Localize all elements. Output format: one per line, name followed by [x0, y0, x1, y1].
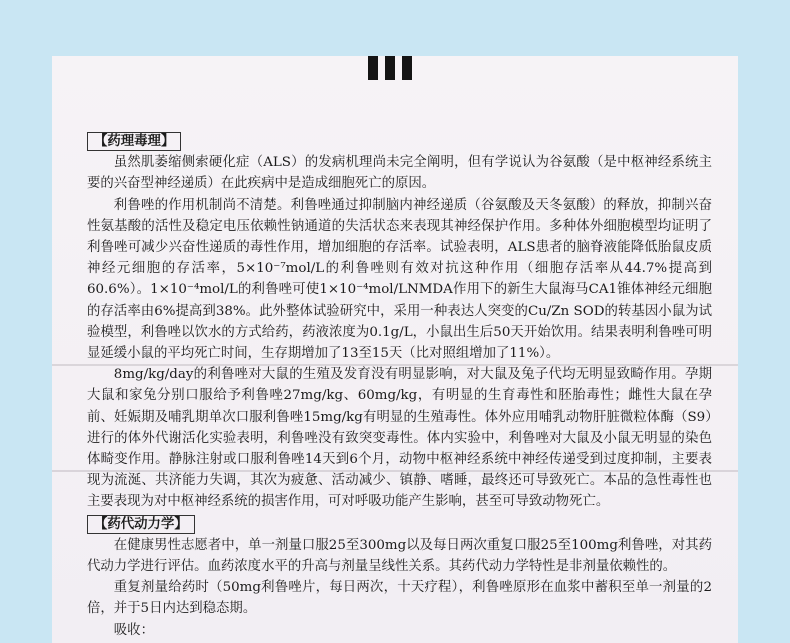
paragraph: 虽然肌萎缩侧索硬化症（ALS）的发病机理尚未完全阐明，但有学说认为谷氨酸（是中枢神经系统主要的兴奋型神经递质）在此疾病中是造成细胞死亡的原因。	[87, 155, 712, 192]
paragraph: 吸收：	[113, 622, 154, 638]
black-bar	[385, 56, 395, 80]
paragraph: 利鲁唑的作用机制尚不清楚。利鲁唑通过抑制脑内神经递质（谷氨酸及天冬氨酸）的释放，抑制兴奋性氨基酸的活性及稳定电压依赖性钠通道的失活状态来表现其神经保护作用。多种体外细胞模型均证明了利鲁唑可减少兴奋性递质的毒性作用，增加细胞的存活率。试验表明，ALS患者的脑脊液能降低胎鼠皮质神经元细胞的存活率，5×10⁻⁷mol/L的利鲁唑则有效对抗这种作用（细胞存活率从44.7%提高到60.6%）。1×10⁻⁴mol/L的利鲁唑可使1×10⁻⁴mol/LNMDA作用下的新生大鼠海马CA1锥体神经元细胞的存活率由6%提高到38%。此外整体试验研究中，采用一种表达人突变的Cu/Zn SOD的转基因小鼠为试验模型，利鲁唑以饮水的方式给药，药液浓度为0.1g/L，小鼠出生后50天开始饮用。结果表明利鲁唑可明显延缓小鼠的平均死亡时间，生存期增加了13至15天（比对照组增加了11%）。	[87, 197, 712, 362]
section-heading-pharmacokinetics: 【药代动力学】	[87, 515, 195, 534]
section-title: 药理毒理	[107, 133, 161, 149]
section-heading-pharmacology: 【药理毒理】	[87, 132, 181, 151]
black-bar	[402, 56, 412, 80]
leaflet-page	[52, 56, 738, 643]
paragraph: 8mg/kg/day的利鲁唑对大鼠的生殖及发育没有明显影响，对大鼠及兔子代均无明显致畸作用。孕期大鼠和家兔分别口服给予利鲁唑27mg/kg、60mg/kg，有明显的生育毒性和胚胎毒性；雌性大鼠在孕前、妊娠期及哺乳期单次口服利鲁唑15mg/kg有明显的生殖毒性。体外应用哺乳动物肝脏微粒体酶（S9）进行的体外代谢活化实验表明，利鲁唑没有致突变毒性。体内实验中，利鲁唑对大鼠及小鼠无明显的染色体畸变作用。静脉注射或口服利鲁唑14天到6个月，动物中枢神经系统中神经传递受到过度抑制，主要表现为流涎、共济能力失调，其次为疲惫、活动减少、镇静、嗜睡，最终还可导致死亡。本品的急性毒性也主要表现为对中枢神经系统的损害作用，可对呼吸功能产生影响，甚至可导致动物死亡。	[87, 367, 712, 510]
paragraph: 在健康男性志愿者中，单一剂量口服25至300mg以及每日两次重复口服25至100mg利鲁唑，对其药代动力学进行评估。血药浓度水平的升高与剂量呈线性关系。其药代动力学特性是非剂量依赖性的。	[87, 537, 712, 575]
paragraph: 重复剂量给药时（50mg利鲁唑片，每日两次，十天疗程），利鲁唑原形在血浆中蓄积至单一剂量的2倍，并于5日内达到稳态期。	[87, 580, 712, 617]
leaflet-text	[87, 130, 712, 641]
section-title: 药代动力学	[107, 515, 175, 532]
black-bar	[368, 56, 378, 80]
header-bars	[368, 56, 412, 80]
